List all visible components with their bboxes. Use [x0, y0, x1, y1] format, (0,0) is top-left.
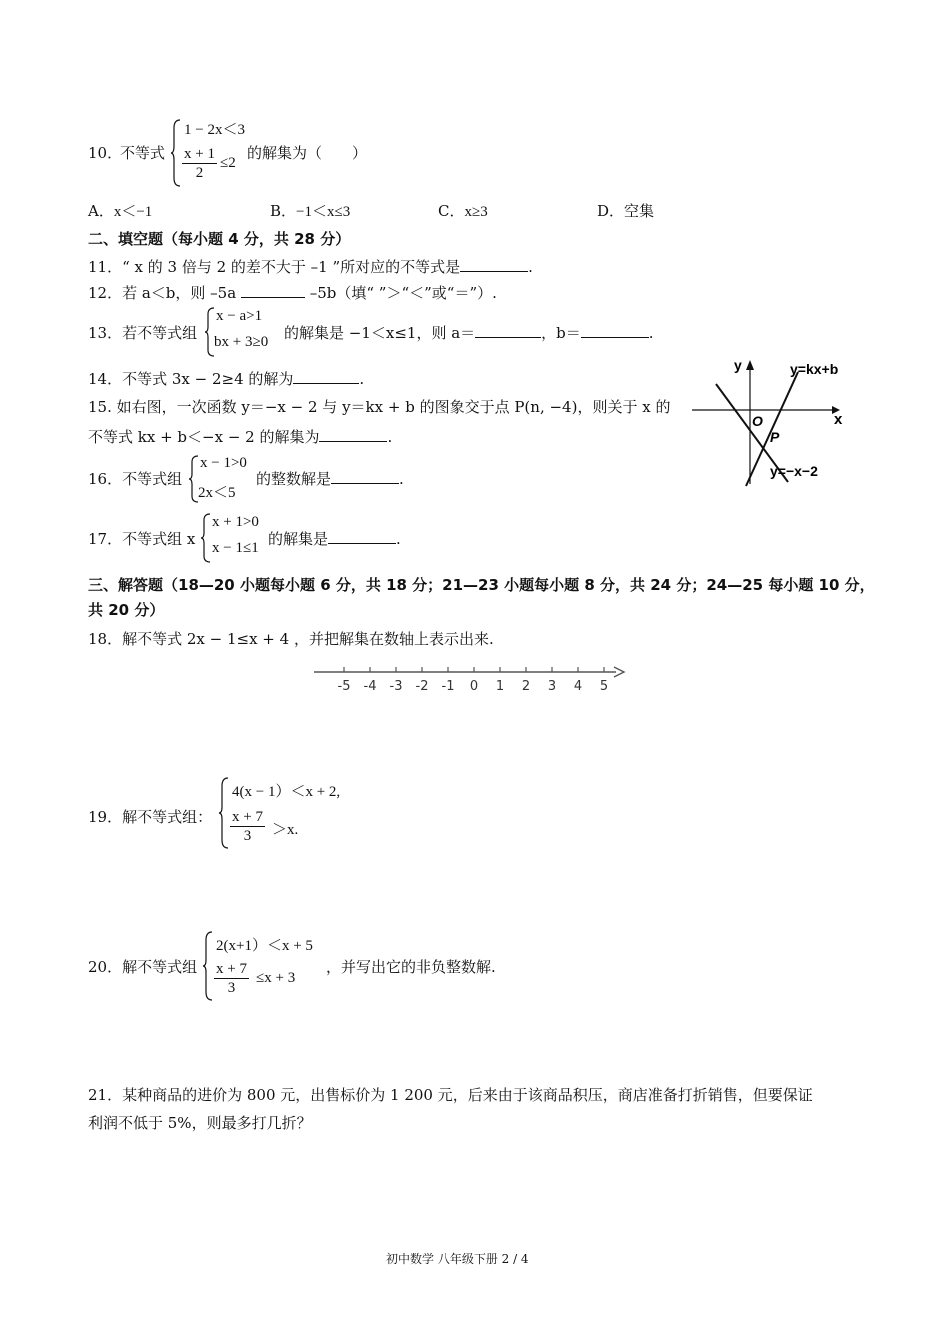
- q19-brace: [218, 776, 230, 850]
- q18-text: 18．解不等式 2x − 1≤x + 4 ，并把解集在数轴上表示出来.: [88, 630, 494, 648]
- q10-lead: 不等式: [120, 144, 166, 162]
- q10-option-a: A．x＜−1: [88, 202, 153, 220]
- number-line-tick-label: -5: [337, 679, 351, 694]
- q19-line1: 4(x − 1）＜x + 2,: [232, 784, 341, 800]
- number-line: [310, 660, 630, 700]
- graph-x-label: x: [834, 411, 843, 428]
- q17-lead: 17．不等式组 x: [88, 530, 196, 548]
- number-line-tick-label: 5: [599, 679, 609, 694]
- section3-heading-line2: 共 20 分）: [88, 601, 165, 619]
- q13-lead: 13．若不等式组: [88, 324, 198, 342]
- q21-line1: 21．某种商品的进价为 800 元，出售标价为 1 200 元，后来由于该商品积压，商店准备打折销售，但要保证: [88, 1086, 813, 1104]
- q15-line2: 不等式 kx + b＜−x − 2 的解集为 .: [88, 428, 393, 446]
- number-line-tick-label: 0: [469, 679, 479, 694]
- q17-rest: 的解集是 .: [268, 530, 401, 548]
- q16-line2: 2x＜5: [198, 485, 236, 501]
- q20-line1: 2(x+1）＜x + 5: [216, 938, 313, 954]
- q20-brace: [202, 930, 214, 1002]
- section2-heading: 二、填空题（每小题 4 分，共 28 分）: [88, 230, 351, 248]
- q15-blank: [319, 427, 387, 442]
- q19-frac-num: x + 7: [232, 809, 263, 825]
- q20-frac-den: 3: [227, 980, 236, 996]
- number-line-tick-label: -3: [389, 679, 403, 694]
- q16-line1: x − 1>0: [200, 455, 247, 471]
- q10-option-c: C．x≥3: [438, 202, 488, 220]
- q10-tail: 的解集为（ ）: [247, 144, 368, 162]
- q10-option-b: B．−1＜x≤3: [270, 202, 351, 220]
- number-line-tick-label: -1: [441, 679, 455, 694]
- q19-lead: 19．解不等式组：: [88, 808, 213, 826]
- q17-blank: [328, 529, 396, 544]
- number-line-tick-label: -4: [363, 679, 377, 694]
- q12-text: 12．若 a＜b，则 –5a –5b（填“ ”＞“＜”或“＝”）.: [88, 284, 497, 302]
- number-line-tick-label: 1: [495, 679, 505, 694]
- q10-fraction: [182, 145, 217, 182]
- page-footer: 初中数学 八年级下册 2 / 4: [386, 1252, 529, 1266]
- number-line-tick-label: 4: [573, 679, 583, 694]
- q20-frac-rest: ≤x + 3: [256, 970, 296, 986]
- function-graph: [688, 354, 858, 490]
- q15-line1: 15. 如右图，一次函数 y＝−x − 2 与 y＝kx + b 的图象交于点 P(n, −4)，则关于 x 的: [88, 398, 671, 416]
- q20-tail: ，并写出它的非负整数解.: [326, 958, 496, 976]
- q10-frac-num: x + 1: [184, 146, 215, 162]
- q10-brace: [170, 118, 182, 188]
- q14-text: 14．不等式 3x − 2≥4 的解为 .: [88, 370, 365, 388]
- q21-line2: 利润不低于 5%，则最多打几折？: [88, 1114, 312, 1132]
- q10-frac-den: 2: [195, 165, 204, 181]
- q11-text: 11．“ x 的 3 倍与 2 的差不大于 –1 ”所对应的不等式是 .: [88, 258, 533, 276]
- q19-frac-den: 3: [243, 828, 252, 844]
- q16-rest: 的整数解是 .: [256, 470, 404, 488]
- graph-y-arrow: [746, 360, 754, 370]
- number-line-tick-label: 2: [521, 679, 531, 694]
- q13-blank-b: [581, 323, 649, 338]
- q19-frac-rest: ＞x.: [272, 822, 299, 838]
- q20-lead: 20．解不等式组: [88, 958, 198, 976]
- graph-line2-label: y=−x−2: [770, 463, 818, 479]
- graph-line1-label: y=kx+b: [790, 361, 839, 377]
- q20-frac-num: x + 7: [216, 961, 247, 977]
- q20-fraction: [214, 960, 249, 997]
- graph-origin-label: O: [752, 413, 763, 429]
- graph-y-label: y: [734, 357, 742, 373]
- q11-blank: [460, 257, 528, 272]
- q17-line1: x + 1>0: [212, 514, 259, 530]
- q16-lead: 16．不等式组: [88, 470, 183, 488]
- q17-line2: x − 1≤1: [212, 540, 259, 556]
- q16-blank: [331, 469, 399, 484]
- graph-point-label: P: [770, 429, 780, 445]
- q19-fraction: [230, 808, 265, 845]
- q17-brace: [200, 512, 212, 564]
- number-line-tick-label: 3: [547, 679, 557, 694]
- q13-rest: 的解集是 −1＜x≤1，则 a＝ ，b＝ .: [284, 324, 654, 342]
- q13-line2: bx + 3≥0: [214, 334, 269, 350]
- q10-number: 10．: [88, 144, 123, 162]
- q14-blank: [293, 369, 359, 384]
- number-line-tick-label: -2: [415, 679, 429, 694]
- section3-heading-line1: 三、解答题（18—20 小题每小题 6 分，共 18 分；21—23 小题每小题 8 分，共 24 分；24—25 每小题 10 分，: [88, 576, 875, 594]
- q13-blank-a: [475, 323, 541, 338]
- q10-line1: 1 − 2x＜3: [184, 122, 245, 138]
- q10-frac-rest: ≤2: [220, 155, 236, 171]
- q13-line1: x − a>1: [216, 308, 263, 324]
- q12-blank: [241, 283, 305, 298]
- q10-option-d: D．空集: [597, 202, 655, 220]
